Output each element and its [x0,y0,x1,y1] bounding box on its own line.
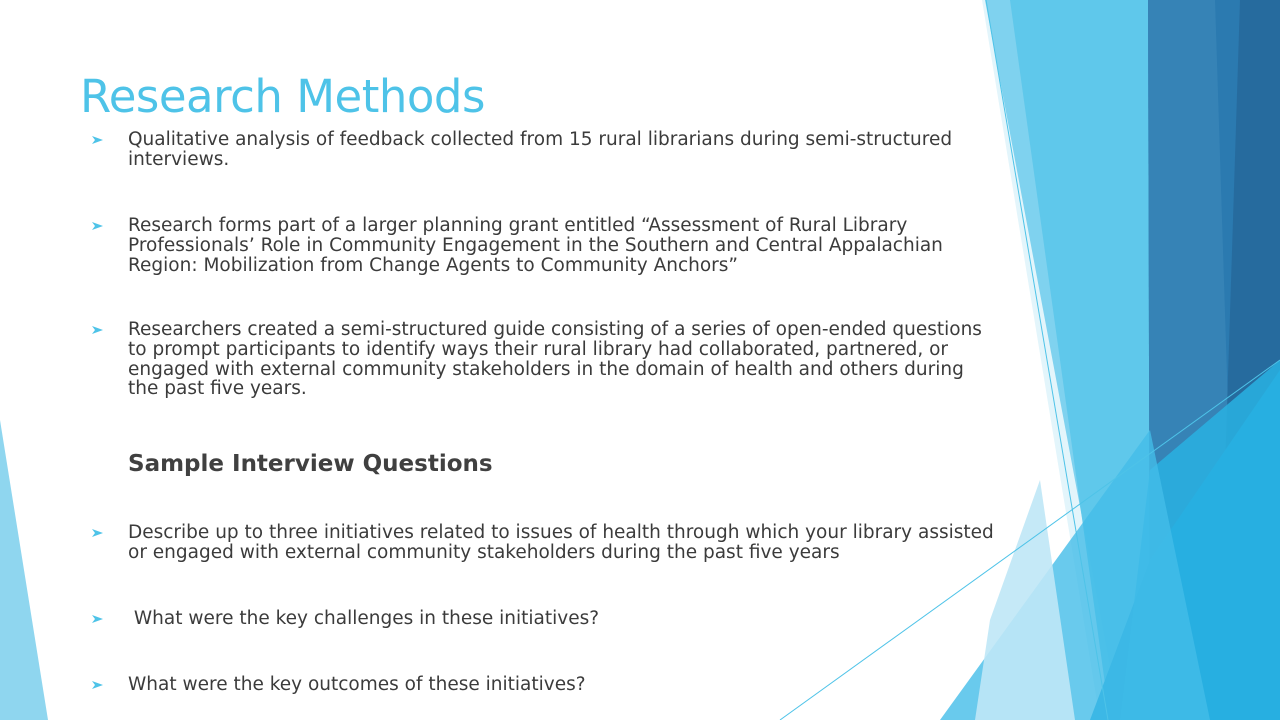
slide-title: Research Methods [80,70,485,123]
triangle-arrow-icon [92,675,104,695]
triangle-arrow-icon [92,130,104,150]
bullet-text: Researchers created a semi-structured guide consisting of a series of open-ended questions to prompt participants to identify ways their rural library had collaborated, partnered, or engaged with external community stakeholders in the domain of health and others during the past five years. [128,319,982,400]
triangle-arrow-icon [92,320,104,340]
question-text: What were the key challenges in these initiatives? [128,608,600,629]
question-text: Describe up to three initiatives related to issues of health through which your library assisted or engaged with external community stakeholders during the past five years [128,522,994,563]
bullet-text: Research forms part of a larger planning grant entitled “Assessment of Rural Library Professionals’ Role in Community Engagement in the Southern and Central Appalachian Region: Mobilization from Change Agents to Community Anchors” [128,215,943,276]
triangle-arrow-icon [92,523,104,543]
triangle-arrow-icon [92,216,104,236]
bullet-text: Qualitative analysis of feedback collected from 15 rural librarians during semi-structured interviews. [128,129,953,170]
question-text: What were the key outcomes of these initiatives? [128,674,586,695]
triangle-arrow-icon [92,609,104,629]
sample-questions-heading: Sample Interview Questions [128,451,493,477]
